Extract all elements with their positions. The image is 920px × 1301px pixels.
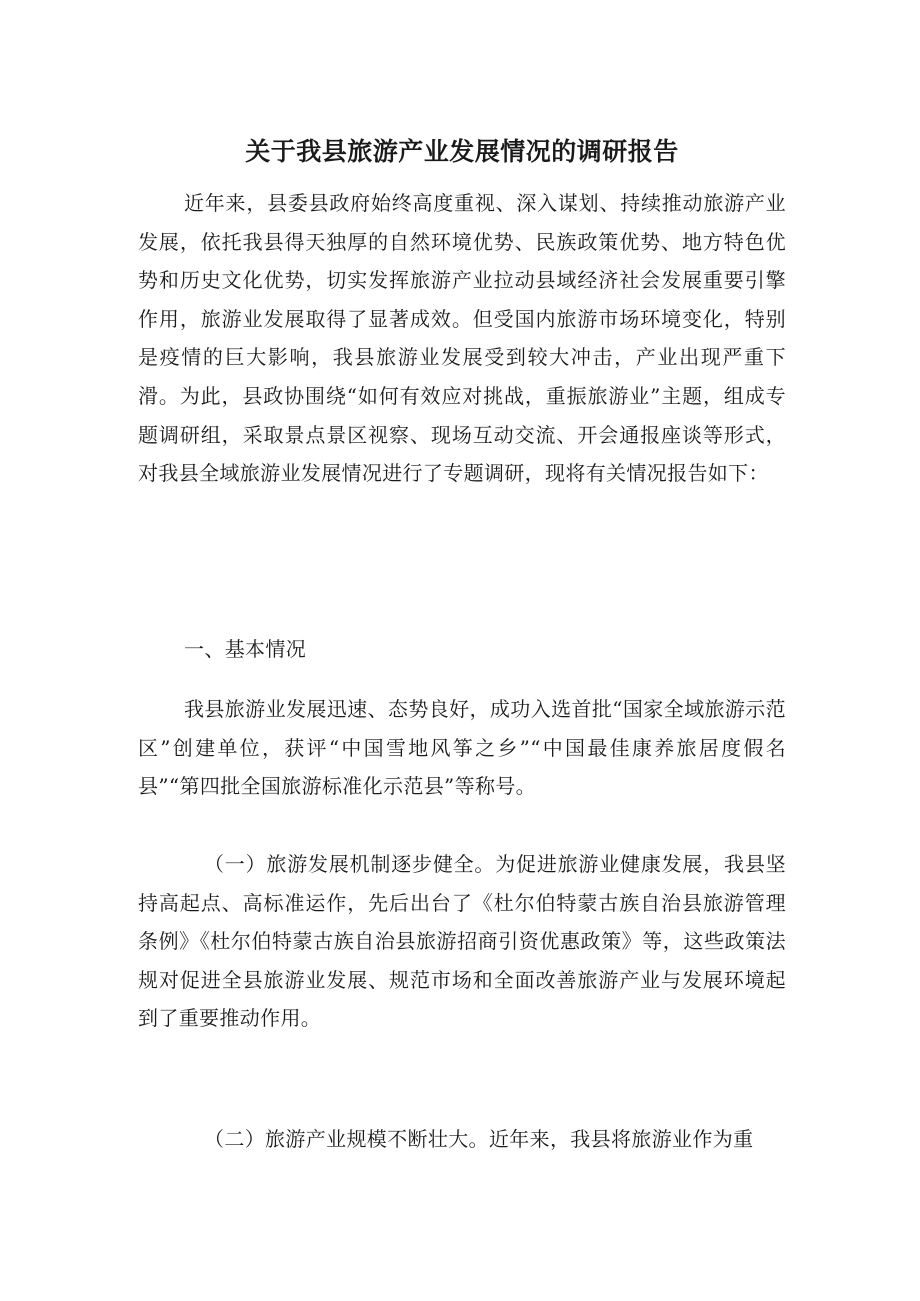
subsection-scale-paragraph: （二）旅游产业规模不断壮大。近年来，我县将旅游业作为重	[204, 1127, 754, 1151]
intro-paragraph: 近年来，县委县政府始终高度重视、深入谋划、持续推动旅游产业发展，依托我县得天独厚的自然环境优势、民族政策优势、地方特色优势和历史文化优势，切实发挥旅游产业拉动县域经济社会发展重要引擎作用，旅游业发展取得了显著成效。但受国内旅游市场环境变化，特别是疫情的巨大影响，我县旅游业发展受到较大冲击，产业出现严重下滑。为此，县政协围绕“如何有效应对挑战，重振旅游业”主题，组成专题调研组，采取景点景区视察、现场互动交流、开会通报座谈等形式，对我县全域旅游业发展情况进行了专题调研，现将有关情况报告如下：	[138, 191, 786, 486]
subsection-mechanism-paragraph: （一）旅游发展机制逐步健全。为促进旅游业健康发展，我县坚持高起点、高标准运作，先后出台了《杜尔伯特蒙古族自治县旅游管理条例》《杜尔伯特蒙古族自治县旅游招商引资优惠政策》等，这些政策法规对促进全县旅游业发展、规范市场和全面改善旅游产业与发展环境起到了重要推动作用。	[138, 852, 786, 1031]
basic-situation-paragraph: 我县旅游业发展迅速、态势良好，成功入选首批“国家全域旅游示范区”创建单位，获评“中国雪地风筝之乡”“中国最佳康养旅居度假名县”“第四批全国旅游标准化示范县”等称号。	[138, 697, 786, 799]
section-heading-basic-situation: 一、基本情况	[184, 637, 307, 661]
document-title: 关于我县旅游产业发展情况的调研报告	[245, 137, 679, 166]
